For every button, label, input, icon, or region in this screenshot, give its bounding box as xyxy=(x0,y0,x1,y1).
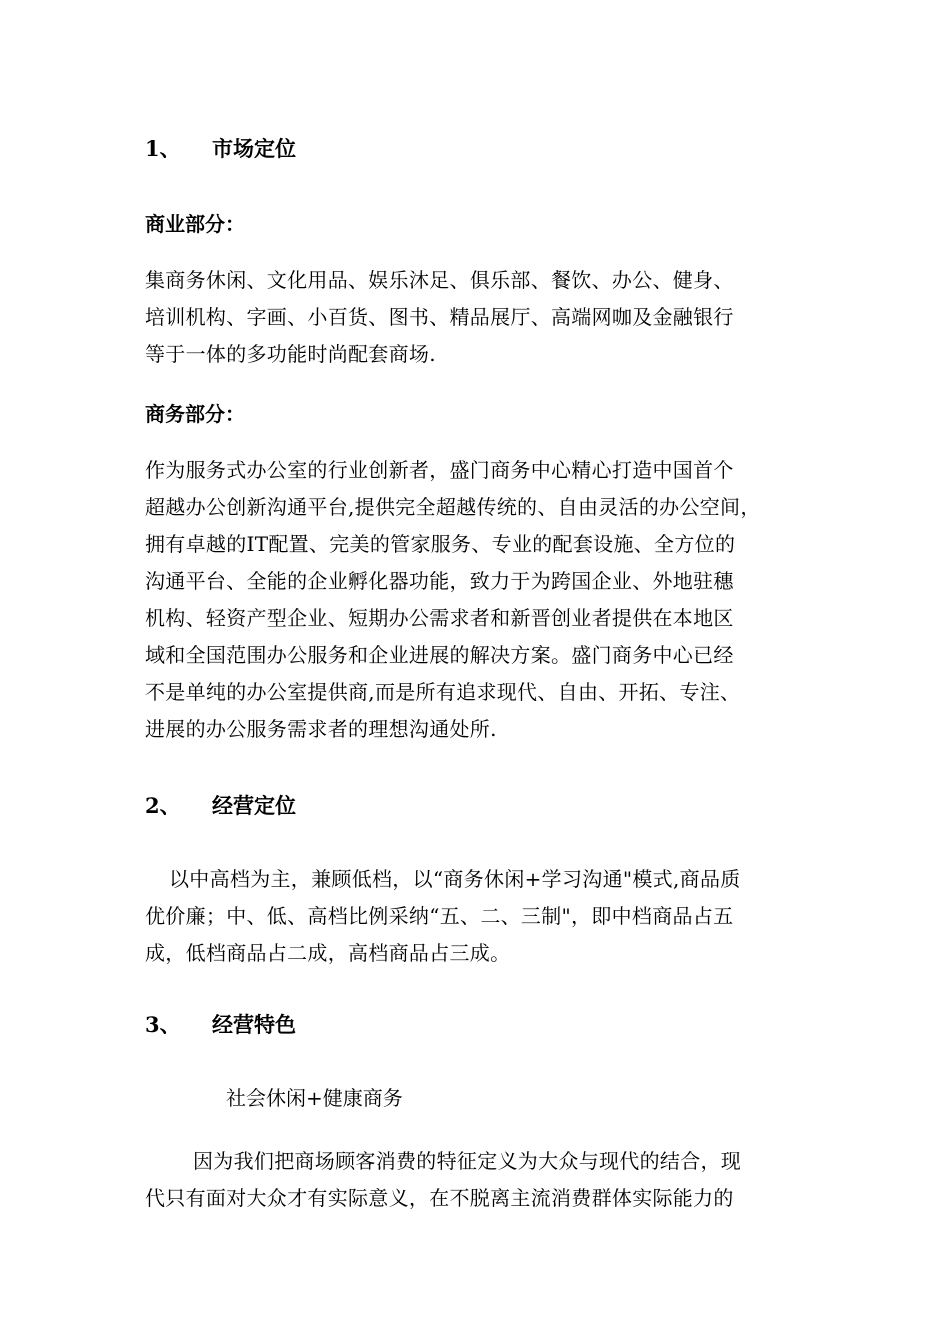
paragraph-line: 优价廉；中、低、高档比例采纳“五、二、三制"，即中档商品占五 xyxy=(145,904,734,928)
features-paragraph xyxy=(145,1143,810,1217)
paragraph-line: 不是单纯的办公室提供商,而是所有追求现代、自由、开拓、专注、 xyxy=(145,680,741,704)
paragraph-line: 成，低档商品占二成，高档商品占三成。 xyxy=(145,941,511,965)
section-heading-2 xyxy=(145,791,810,821)
commerce-label: 商业部分： xyxy=(145,212,245,236)
paragraph-line: 超越办公创新沟通平台,提供完全超越传统的、自由灵活的办公空间， xyxy=(145,495,761,519)
section-heading-3 xyxy=(145,1010,810,1040)
commerce-paragraph xyxy=(145,262,810,373)
section-title: 经营定位 xyxy=(212,793,296,818)
paragraph-line: 进展的办公服务需求者的理想沟通处所. xyxy=(145,717,497,741)
section-title: 经营特色 xyxy=(212,1012,296,1037)
paragraph-line: 机构、轻资产型企业、短期办公需求者和新晋创业者提供在本地区 xyxy=(145,606,734,630)
paragraph-line: 培训机构、字画、小百货、图书、精品展厅、高端网咖及金融银行 xyxy=(145,305,734,329)
features-tagline: 社会休闲+健康商务 xyxy=(226,1086,403,1110)
section-number: 3、 xyxy=(145,1012,181,1037)
section-number: 1、 xyxy=(145,136,181,161)
paragraph-line: 沟通平台、全能的企业孵化器功能，致力于为跨国企业、外地驻穗 xyxy=(145,569,734,593)
business-label: 商务部分： xyxy=(145,402,245,426)
paragraph-line: 等于一体的多功能时尚配套商场. xyxy=(145,342,436,366)
paragraph-line: 因为我们把商场顾客消费的特征定义为大众与现代的结合，现 xyxy=(193,1149,742,1173)
paragraph-line: 作为服务式办公室的行业创新者，盛门商务中心精心打造中国首个 xyxy=(145,458,734,482)
business-paragraph xyxy=(145,452,810,748)
positioning-paragraph xyxy=(145,861,810,972)
paragraph-line: 拥有卓越的IT配置、完美的管家服务、专业的配套设施、全方位的 xyxy=(145,532,736,556)
section-heading-1 xyxy=(145,134,810,164)
paragraph-line: 域和全国范围办公服务和企业进展的解决方案。盛门商务中心已经 xyxy=(145,643,734,667)
section-title: 市场定位 xyxy=(212,136,296,161)
paragraph-line: 以中高档为主，兼顾低档，以“商务休闲+学习沟通"模式,商品质 xyxy=(169,867,741,891)
section-number: 2、 xyxy=(145,793,181,818)
paragraph-line: 代只有面对大众才有实际意义，在不脱离主流消费群体实际能力的 xyxy=(145,1186,734,1210)
paragraph-line: 集商务休闲、文化用品、娱乐沐足、俱乐部、餐饮、办公、健身、 xyxy=(145,268,734,292)
